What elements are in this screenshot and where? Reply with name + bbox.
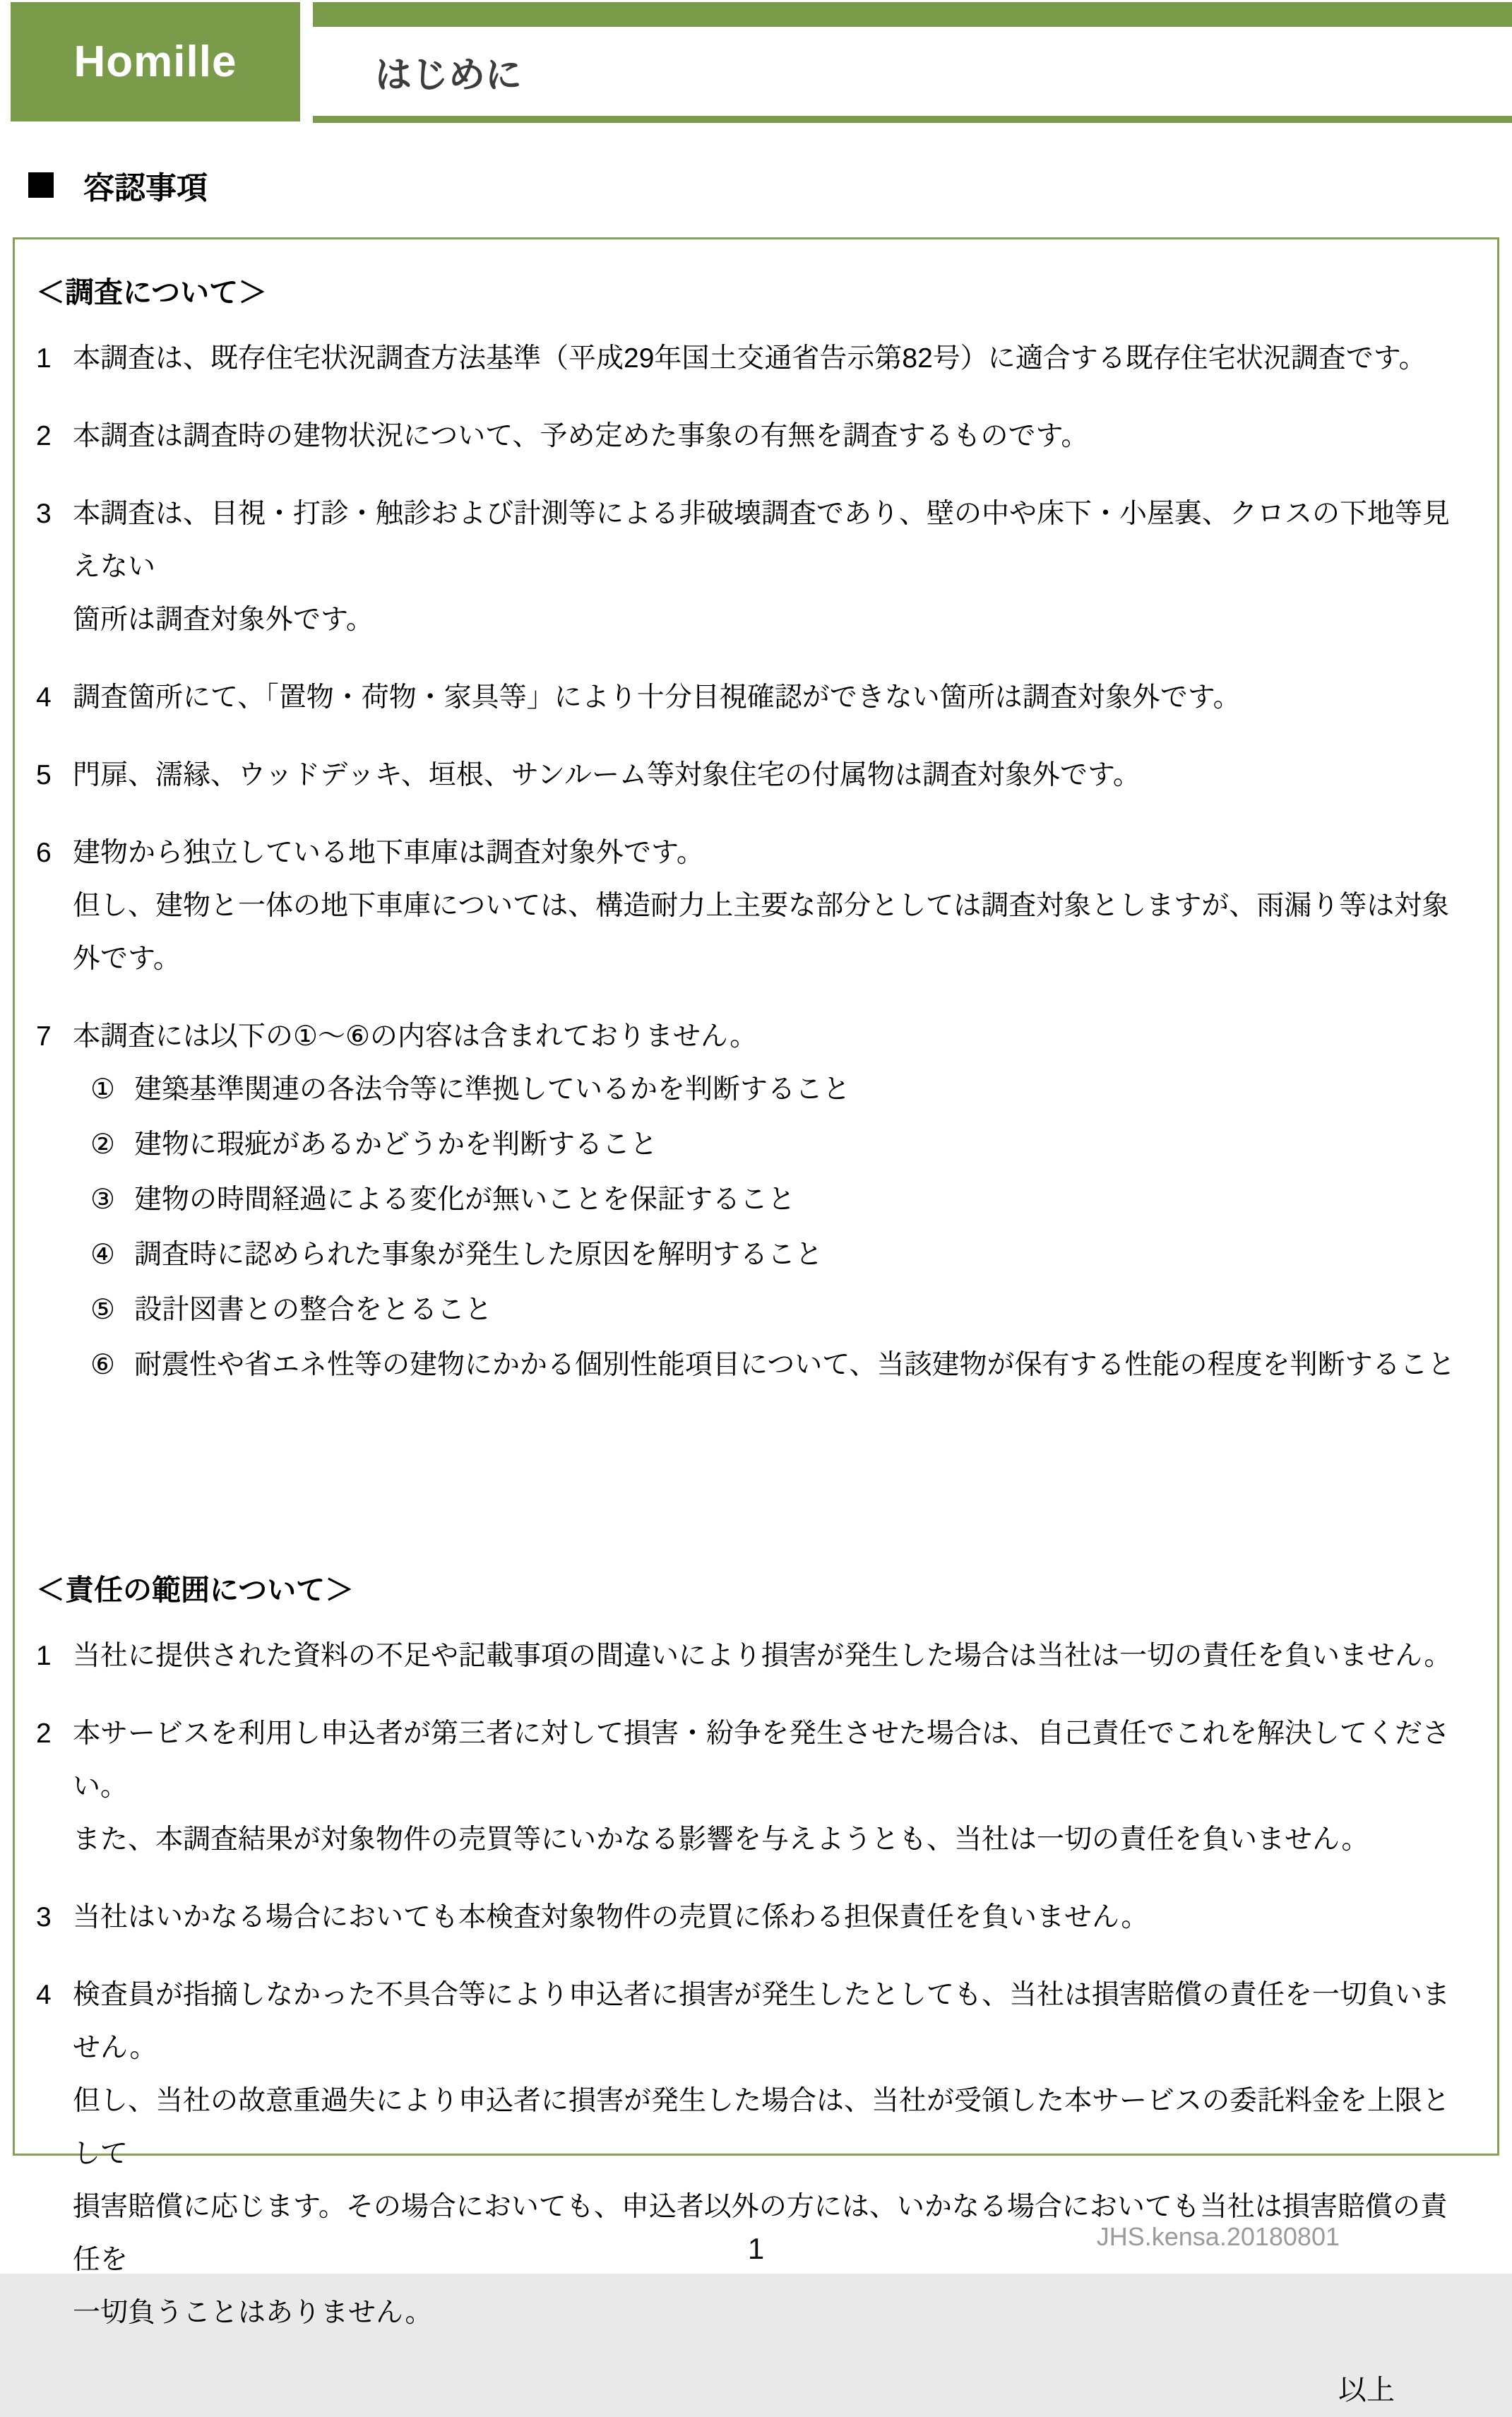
sub-list-item <box>90 1173 1469 1226</box>
title-bar-top-rule <box>313 2 1512 27</box>
item-text-line: 検査員が指摘しなかった不具合等により申込者に損害が発生したとしても、当社は損害賠償の責任を一切負いません。 <box>73 1980 1451 2063</box>
sub-list-item <box>90 1338 1469 1391</box>
doc-code: JHS.kensa.20180801 <box>1096 2222 1340 2251</box>
square-bullet-icon <box>28 172 54 198</box>
subsection-title-liability: ＜責任の範囲について＞ <box>36 1574 355 1606</box>
item-text-line: 門扉、濡縁、ウッドデッキ、垣根、サンルーム等対象住宅の付属物は調査対象外です。 <box>73 760 1141 790</box>
item-text-line: 本調査は調査時の建物状況について、予め定めた事象の有無を調査するものです。 <box>73 421 1089 451</box>
list-item <box>36 487 1469 646</box>
item-text-line: 調査箇所にて、「置物・荷物・家具等」により十分目視確認ができない箇所は調査対象外です。 <box>73 682 1241 713</box>
item-text-line: また、本調査結果が対象物件の売買等にいかなる影響を与えようとも、当社は一切の責任を負いません。 <box>73 1824 1369 1855</box>
item-number: 4 <box>36 1980 52 2010</box>
item-number: 1 <box>36 1641 52 1671</box>
subitem-number: ⑤ <box>90 1295 115 1325</box>
section-heading-row <box>28 162 208 208</box>
list-item <box>36 332 1469 385</box>
item-number: 4 <box>36 682 52 713</box>
item-text-line: 箇所は調査対象外です。 <box>73 605 374 635</box>
item-number: 6 <box>36 838 52 868</box>
item-text-line: 但し、建物と一体の地下車庫については、構造耐力上主要な部分としては調査対象としますが、雨漏り等は対象外です。 <box>73 891 1450 974</box>
subitem-number: ③ <box>90 1184 115 1215</box>
list-item <box>36 749 1469 802</box>
subitem-text: 建物の時間経過による変化が無いことを保証すること <box>134 1184 796 1215</box>
item-number: 5 <box>36 760 52 790</box>
list-item <box>36 1629 1469 1682</box>
item-text-line: 但し、当社の故意重過失により申込者に損害が発生した場合は、当社が受領した本サービスの委託料金を上限として <box>73 2086 1451 2169</box>
item-text-line: 損害賠償に応じます。その場合においても、申込者以外の方には、いかなる場合においても当社は損害賠償の責任を <box>73 2192 1448 2275</box>
sub-list-item <box>90 1118 1469 1171</box>
title-bar-bottom-rule <box>313 116 1512 123</box>
subitem-number: ① <box>90 1074 115 1105</box>
item-number: 1 <box>36 343 52 374</box>
sub-list-item <box>90 1228 1469 1281</box>
item-text-line: 一切負うことはありません。 <box>73 2298 433 2328</box>
list-item <box>36 1891 1469 1944</box>
item-number: 2 <box>36 1718 52 1749</box>
subitem-number: ⑥ <box>90 1350 115 1380</box>
page-title: はじめに <box>375 54 523 96</box>
subitem-text: 設計図書との整合をとること <box>134 1295 493 1325</box>
subitem-text: 建築基準関連の各法令等に準拠しているかを判断すること <box>134 1074 851 1105</box>
list-item <box>36 671 1469 724</box>
list-item <box>36 826 1469 985</box>
item-number: 3 <box>36 1902 52 1932</box>
item-text-line: 本調査には以下の①～⑥の内容は含まれておりません。 <box>73 1021 758 1052</box>
item-text-line: 当社に提供された資料の不足や記載事項の間違いにより損害が発生した場合は当社は一切の責任を負いません。 <box>73 1641 1452 1671</box>
item-number: 7 <box>36 1021 52 1052</box>
item-text-line: 本調査は、目視・打診・触診および計測等による非破壊調査であり、壁の中や床下・小屋裏、クロスの下地等見えない <box>73 499 1451 582</box>
list-item <box>36 1707 1469 1866</box>
subitem-number: ② <box>90 1129 115 1160</box>
item-text-line: 建物から独立している地下車庫は調査対象外です。 <box>73 838 704 868</box>
subitem-text: 建物に瑕疵があるかどうかを判断すること <box>134 1129 658 1160</box>
item-text-line: 本サービスを利用し申込者が第三者に対して損害・紛争を発生させた場合は、自己責任でこれを解決してください。 <box>73 1718 1451 1802</box>
list-item <box>36 1968 1469 2339</box>
section-heading: 容認事項 <box>83 171 208 206</box>
item-number: 3 <box>36 499 52 529</box>
title-bar <box>313 2 1512 123</box>
item-number: 2 <box>36 421 52 451</box>
page-number: 1 <box>747 2232 765 2265</box>
item-text-line: 当社はいかなる場合においても本検査対象物件の売買に係わる担保責任を負いません。 <box>73 1902 1149 1932</box>
subitem-text: 調査時に認められた事象が発生した原因を解明すること <box>134 1240 823 1270</box>
subitem-number: ④ <box>90 1240 115 1270</box>
list-item <box>36 410 1469 463</box>
subitem-text: 耐震性や省エネ性等の建物にかかる個別性能項目について、当該建物が保有する性能の程度を判断すること <box>134 1350 1456 1380</box>
sub-list-item <box>90 1283 1469 1336</box>
item-text-line: 本調査は、既存住宅状況調査方法基準（平成29年国土交通省告示第82号）に適合する既存住宅状況調査です。 <box>73 343 1427 374</box>
subsection-title-survey: ＜調査について＞ <box>36 276 268 309</box>
brand-logo: Homille <box>11 2 300 121</box>
sub-list-item <box>90 1063 1469 1116</box>
closing-text: 以上 <box>1338 2375 1395 2406</box>
list-item <box>36 1010 1469 1394</box>
